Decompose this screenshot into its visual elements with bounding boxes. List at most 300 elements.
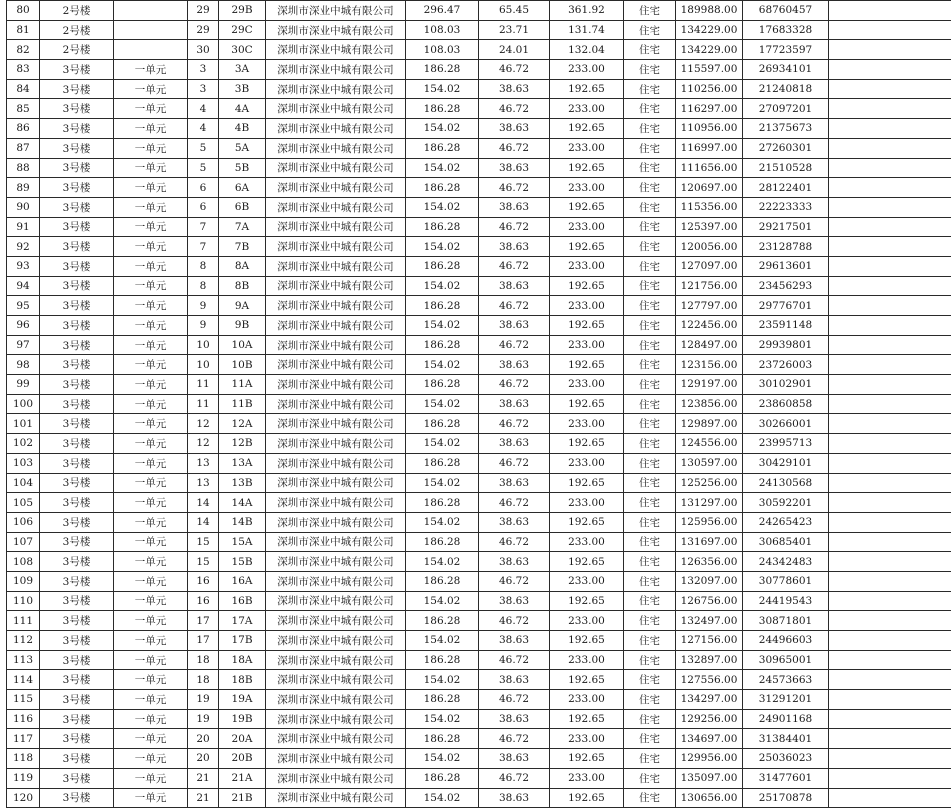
building-cell: 3号楼: [40, 79, 114, 99]
total-price-cell: 23726003: [743, 355, 829, 375]
notes-cell: [829, 473, 951, 493]
row-number-cell: 81: [7, 20, 40, 40]
unit-cell: 一单元: [114, 493, 188, 513]
total-area-cell: 233.00: [550, 375, 624, 395]
total-area-cell: 131.74: [550, 20, 624, 40]
floor-area-cell: 154.02: [406, 788, 479, 808]
usage-cell: 住宅: [624, 1, 676, 21]
usage-cell: 住宅: [624, 335, 676, 355]
total-area-cell: 233.00: [550, 99, 624, 119]
floor-cell: 16: [188, 591, 219, 611]
shared-area-cell: 38.63: [479, 355, 550, 375]
room-cell: 21B: [219, 788, 266, 808]
building-cell: 3号楼: [40, 276, 114, 296]
unit-price-cell: 134229.00: [676, 20, 743, 40]
developer-cell: 深圳市深业中城有限公司: [266, 670, 406, 690]
floor-area-cell: 108.03: [406, 40, 479, 60]
usage-cell: 住宅: [624, 256, 676, 276]
row-number-cell: 105: [7, 493, 40, 513]
shared-area-cell: 46.72: [479, 60, 550, 80]
notes-cell: [829, 611, 951, 631]
building-cell: 3号楼: [40, 788, 114, 808]
unit-price-cell: 129956.00: [676, 749, 743, 769]
total-price-cell: 29217501: [743, 217, 829, 237]
total-price-cell: 30871801: [743, 611, 829, 631]
table-row: [7, 158, 951, 178]
shared-area-cell: 38.63: [479, 552, 550, 572]
floor-cell: 5: [188, 138, 219, 158]
developer-cell: 深圳市深业中城有限公司: [266, 99, 406, 119]
developer-cell: 深圳市深业中城有限公司: [266, 729, 406, 749]
total-area-cell: 233.00: [550, 493, 624, 513]
room-cell: 17B: [219, 631, 266, 651]
total-area-cell: 233.00: [550, 60, 624, 80]
price-list-table: [6, 0, 951, 808]
total-price-cell: 22223333: [743, 197, 829, 217]
usage-cell: 住宅: [624, 729, 676, 749]
shared-area-cell: 38.63: [479, 79, 550, 99]
floor-area-cell: 186.28: [406, 729, 479, 749]
row-number-cell: 106: [7, 512, 40, 532]
table-row: [7, 375, 951, 395]
usage-cell: 住宅: [624, 158, 676, 178]
total-area-cell: 233.00: [550, 768, 624, 788]
notes-cell: [829, 631, 951, 651]
usage-cell: 住宅: [624, 197, 676, 217]
table-row: [7, 1, 951, 21]
unit-cell: 一单元: [114, 512, 188, 532]
floor-area-cell: 154.02: [406, 434, 479, 454]
room-cell: 18A: [219, 650, 266, 670]
floor-cell: 10: [188, 355, 219, 375]
floor-area-cell: 154.02: [406, 591, 479, 611]
row-number-cell: 88: [7, 158, 40, 178]
total-area-cell: 233.00: [550, 256, 624, 276]
unit-price-cell: 132097.00: [676, 571, 743, 591]
unit-price-cell: 132497.00: [676, 611, 743, 631]
shared-area-cell: 46.72: [479, 690, 550, 710]
row-number-cell: 83: [7, 60, 40, 80]
unit-cell: 一单元: [114, 414, 188, 434]
floor-cell: 29: [188, 1, 219, 21]
floor-cell: 7: [188, 217, 219, 237]
total-area-cell: 233.00: [550, 414, 624, 434]
developer-cell: 深圳市深业中城有限公司: [266, 453, 406, 473]
developer-cell: 深圳市深业中城有限公司: [266, 335, 406, 355]
floor-cell: 3: [188, 60, 219, 80]
floor-cell: 5: [188, 158, 219, 178]
room-cell: 17A: [219, 611, 266, 631]
usage-cell: 住宅: [624, 650, 676, 670]
building-cell: 3号楼: [40, 552, 114, 572]
developer-cell: 深圳市深业中城有限公司: [266, 197, 406, 217]
room-cell: 4B: [219, 119, 266, 139]
notes-cell: [829, 296, 951, 316]
developer-cell: 深圳市深业中城有限公司: [266, 60, 406, 80]
total-area-cell: 233.00: [550, 335, 624, 355]
notes-cell: [829, 453, 951, 473]
room-cell: 12B: [219, 434, 266, 454]
unit-cell: 一单元: [114, 552, 188, 572]
floor-cell: 9: [188, 316, 219, 336]
table-row: [7, 611, 951, 631]
building-cell: 3号楼: [40, 197, 114, 217]
notes-cell: [829, 20, 951, 40]
total-area-cell: 192.65: [550, 709, 624, 729]
floor-cell: 4: [188, 99, 219, 119]
floor-area-cell: 154.02: [406, 79, 479, 99]
total-area-cell: 233.00: [550, 296, 624, 316]
row-number-cell: 92: [7, 237, 40, 257]
unit-price-cell: 124556.00: [676, 434, 743, 454]
total-area-cell: 192.65: [550, 591, 624, 611]
unit-cell: 一单元: [114, 296, 188, 316]
table-row: [7, 40, 951, 60]
shared-area-cell: 46.72: [479, 296, 550, 316]
shared-area-cell: 46.72: [479, 611, 550, 631]
building-cell: 3号楼: [40, 335, 114, 355]
unit-price-cell: 125956.00: [676, 512, 743, 532]
floor-cell: 7: [188, 237, 219, 257]
developer-cell: 深圳市深业中城有限公司: [266, 276, 406, 296]
room-cell: 11A: [219, 375, 266, 395]
row-number-cell: 110: [7, 591, 40, 611]
floor-cell: 11: [188, 375, 219, 395]
usage-cell: 住宅: [624, 611, 676, 631]
shared-area-cell: 46.72: [479, 217, 550, 237]
floor-area-cell: 154.02: [406, 355, 479, 375]
unit-price-cell: 120697.00: [676, 178, 743, 198]
shared-area-cell: 38.63: [479, 316, 550, 336]
unit-price-cell: 120056.00: [676, 237, 743, 257]
room-cell: 8B: [219, 276, 266, 296]
developer-cell: 深圳市深业中城有限公司: [266, 473, 406, 493]
developer-cell: 深圳市深业中城有限公司: [266, 217, 406, 237]
building-cell: 3号楼: [40, 138, 114, 158]
table-row: [7, 631, 951, 651]
row-number-cell: 108: [7, 552, 40, 572]
usage-cell: 住宅: [624, 552, 676, 572]
total-area-cell: 192.65: [550, 473, 624, 493]
notes-cell: [829, 768, 951, 788]
developer-cell: 深圳市深业中城有限公司: [266, 355, 406, 375]
floor-cell: 21: [188, 788, 219, 808]
unit-price-cell: 130597.00: [676, 453, 743, 473]
floor-area-cell: 108.03: [406, 20, 479, 40]
building-cell: 3号楼: [40, 709, 114, 729]
unit-price-cell: 189988.00: [676, 1, 743, 21]
unit-price-cell: 125256.00: [676, 473, 743, 493]
floor-area-cell: 154.02: [406, 552, 479, 572]
unit-cell: 一单元: [114, 591, 188, 611]
usage-cell: 住宅: [624, 355, 676, 375]
total-price-cell: 28122401: [743, 178, 829, 198]
total-price-cell: 31477601: [743, 768, 829, 788]
total-area-cell: 233.00: [550, 729, 624, 749]
developer-cell: 深圳市深业中城有限公司: [266, 119, 406, 139]
floor-cell: 13: [188, 473, 219, 493]
unit-cell: 一单元: [114, 335, 188, 355]
total-price-cell: 31291201: [743, 690, 829, 710]
table-row: [7, 552, 951, 572]
developer-cell: 深圳市深业中城有限公司: [266, 650, 406, 670]
unit-price-cell: 126756.00: [676, 591, 743, 611]
shared-area-cell: 46.72: [479, 138, 550, 158]
unit-price-cell: 116997.00: [676, 138, 743, 158]
unit-cell: [114, 40, 188, 60]
row-number-cell: 101: [7, 414, 40, 434]
usage-cell: 住宅: [624, 631, 676, 651]
shared-area-cell: 38.63: [479, 631, 550, 651]
row-number-cell: 116: [7, 709, 40, 729]
total-area-cell: 192.65: [550, 79, 624, 99]
usage-cell: 住宅: [624, 591, 676, 611]
notes-cell: [829, 434, 951, 454]
total-price-cell: 24342483: [743, 552, 829, 572]
total-price-cell: 17683328: [743, 20, 829, 40]
shared-area-cell: 38.63: [479, 434, 550, 454]
notes-cell: [829, 237, 951, 257]
developer-cell: 深圳市深业中城有限公司: [266, 158, 406, 178]
total-price-cell: 30429101: [743, 453, 829, 473]
unit-cell: 一单元: [114, 631, 188, 651]
usage-cell: 住宅: [624, 768, 676, 788]
floor-cell: 20: [188, 749, 219, 769]
table-row: [7, 20, 951, 40]
row-number-cell: 85: [7, 99, 40, 119]
floor-cell: 12: [188, 414, 219, 434]
shared-area-cell: 46.72: [479, 178, 550, 198]
row-number-cell: 90: [7, 197, 40, 217]
shared-area-cell: 38.63: [479, 749, 550, 769]
table-row: [7, 335, 951, 355]
shared-area-cell: 46.72: [479, 256, 550, 276]
unit-cell: 一单元: [114, 788, 188, 808]
unit-price-cell: 127797.00: [676, 296, 743, 316]
unit-cell: 一单元: [114, 453, 188, 473]
room-cell: 12A: [219, 414, 266, 434]
developer-cell: 深圳市深业中城有限公司: [266, 571, 406, 591]
developer-cell: 深圳市深业中城有限公司: [266, 79, 406, 99]
room-cell: 7B: [219, 237, 266, 257]
total-price-cell: 29939801: [743, 335, 829, 355]
room-cell: 10B: [219, 355, 266, 375]
unit-cell: [114, 1, 188, 21]
room-cell: 16A: [219, 571, 266, 591]
unit-cell: 一单元: [114, 99, 188, 119]
building-cell: 3号楼: [40, 119, 114, 139]
developer-cell: 深圳市深业中城有限公司: [266, 296, 406, 316]
notes-cell: [829, 532, 951, 552]
room-cell: 5A: [219, 138, 266, 158]
total-price-cell: 21510528: [743, 158, 829, 178]
unit-price-cell: 110956.00: [676, 119, 743, 139]
floor-cell: 18: [188, 650, 219, 670]
unit-cell: 一单元: [114, 79, 188, 99]
row-number-cell: 98: [7, 355, 40, 375]
table-row: [7, 670, 951, 690]
total-price-cell: 17723597: [743, 40, 829, 60]
unit-cell: 一单元: [114, 729, 188, 749]
unit-cell: 一单元: [114, 316, 188, 336]
notes-cell: [829, 414, 951, 434]
unit-price-cell: 135097.00: [676, 768, 743, 788]
row-number-cell: 86: [7, 119, 40, 139]
notes-cell: [829, 316, 951, 336]
unit-cell: 一单元: [114, 670, 188, 690]
row-number-cell: 107: [7, 532, 40, 552]
notes-cell: [829, 119, 951, 139]
unit-price-cell: 131297.00: [676, 493, 743, 513]
notes-cell: [829, 355, 951, 375]
usage-cell: 住宅: [624, 60, 676, 80]
floor-area-cell: 186.28: [406, 690, 479, 710]
developer-cell: 深圳市深业中城有限公司: [266, 394, 406, 414]
floor-area-cell: 154.02: [406, 394, 479, 414]
room-cell: 15B: [219, 552, 266, 572]
row-number-cell: 104: [7, 473, 40, 493]
floor-area-cell: 154.02: [406, 512, 479, 532]
notes-cell: [829, 650, 951, 670]
building-cell: 3号楼: [40, 670, 114, 690]
floor-area-cell: 186.28: [406, 99, 479, 119]
table-row: [7, 729, 951, 749]
table-row: [7, 138, 951, 158]
table-row: [7, 749, 951, 769]
unit-cell: 一单元: [114, 197, 188, 217]
unit-cell: 一单元: [114, 256, 188, 276]
table-row: [7, 591, 951, 611]
unit-price-cell: 115356.00: [676, 197, 743, 217]
building-cell: 3号楼: [40, 414, 114, 434]
total-area-cell: 233.00: [550, 611, 624, 631]
row-number-cell: 102: [7, 434, 40, 454]
room-cell: 9B: [219, 316, 266, 336]
table-row: [7, 453, 951, 473]
shared-area-cell: 46.72: [479, 99, 550, 119]
usage-cell: 住宅: [624, 453, 676, 473]
total-area-cell: 233.00: [550, 650, 624, 670]
usage-cell: 住宅: [624, 237, 676, 257]
unit-price-cell: 129897.00: [676, 414, 743, 434]
developer-cell: 深圳市深业中城有限公司: [266, 1, 406, 21]
usage-cell: 住宅: [624, 79, 676, 99]
unit-cell: 一单元: [114, 650, 188, 670]
total-price-cell: 30778601: [743, 571, 829, 591]
table-row: [7, 768, 951, 788]
notes-cell: [829, 197, 951, 217]
developer-cell: 深圳市深业中城有限公司: [266, 552, 406, 572]
notes-cell: [829, 670, 951, 690]
floor-area-cell: 186.28: [406, 650, 479, 670]
total-area-cell: 192.65: [550, 119, 624, 139]
row-number-cell: 80: [7, 1, 40, 21]
total-area-cell: 192.65: [550, 552, 624, 572]
total-price-cell: 23456293: [743, 276, 829, 296]
shared-area-cell: 38.63: [479, 473, 550, 493]
shared-area-cell: 38.63: [479, 709, 550, 729]
row-number-cell: 117: [7, 729, 40, 749]
floor-area-cell: 154.02: [406, 158, 479, 178]
building-cell: 2号楼: [40, 40, 114, 60]
total-area-cell: 192.65: [550, 394, 624, 414]
shared-area-cell: 24.01: [479, 40, 550, 60]
floor-area-cell: 186.28: [406, 571, 479, 591]
unit-price-cell: 123856.00: [676, 394, 743, 414]
floor-cell: 14: [188, 493, 219, 513]
usage-cell: 住宅: [624, 512, 676, 532]
total-price-cell: 31384401: [743, 729, 829, 749]
floor-cell: 10: [188, 335, 219, 355]
notes-cell: [829, 512, 951, 532]
row-number-cell: 82: [7, 40, 40, 60]
building-cell: 3号楼: [40, 158, 114, 178]
notes-cell: [829, 217, 951, 237]
table-row: [7, 119, 951, 139]
shared-area-cell: 46.72: [479, 650, 550, 670]
floor-area-cell: 186.28: [406, 256, 479, 276]
room-cell: 18B: [219, 670, 266, 690]
shared-area-cell: 23.71: [479, 20, 550, 40]
row-number-cell: 113: [7, 650, 40, 670]
total-area-cell: 192.65: [550, 434, 624, 454]
notes-cell: [829, 749, 951, 769]
room-cell: 7A: [219, 217, 266, 237]
building-cell: 3号楼: [40, 394, 114, 414]
unit-cell: 一单元: [114, 355, 188, 375]
developer-cell: 深圳市深业中城有限公司: [266, 20, 406, 40]
unit-cell: 一单元: [114, 276, 188, 296]
unit-cell: 一单元: [114, 571, 188, 591]
total-area-cell: 192.65: [550, 355, 624, 375]
floor-area-cell: 154.02: [406, 197, 479, 217]
building-cell: 3号楼: [40, 60, 114, 80]
floor-area-cell: 154.02: [406, 316, 479, 336]
row-number-cell: 99: [7, 375, 40, 395]
shared-area-cell: 38.63: [479, 119, 550, 139]
floor-cell: 6: [188, 197, 219, 217]
row-number-cell: 115: [7, 690, 40, 710]
unit-cell: 一单元: [114, 178, 188, 198]
shared-area-cell: 46.72: [479, 453, 550, 473]
floor-area-cell: 186.28: [406, 138, 479, 158]
shared-area-cell: 38.63: [479, 158, 550, 178]
building-cell: 3号楼: [40, 355, 114, 375]
floor-area-cell: 154.02: [406, 670, 479, 690]
row-number-cell: 103: [7, 453, 40, 473]
floor-area-cell: 154.02: [406, 119, 479, 139]
total-area-cell: 233.00: [550, 690, 624, 710]
total-area-cell: 132.04: [550, 40, 624, 60]
floor-cell: 12: [188, 434, 219, 454]
total-price-cell: 30965001: [743, 650, 829, 670]
table-row: [7, 60, 951, 80]
total-price-cell: 24496603: [743, 631, 829, 651]
building-cell: 3号楼: [40, 631, 114, 651]
building-cell: 2号楼: [40, 1, 114, 21]
developer-cell: 深圳市深业中城有限公司: [266, 788, 406, 808]
developer-cell: 深圳市深业中城有限公司: [266, 178, 406, 198]
developer-cell: 深圳市深业中城有限公司: [266, 375, 406, 395]
floor-area-cell: 154.02: [406, 237, 479, 257]
row-number-cell: 120: [7, 788, 40, 808]
floor-area-cell: 154.02: [406, 276, 479, 296]
floor-area-cell: 186.28: [406, 611, 479, 631]
row-number-cell: 111: [7, 611, 40, 631]
total-price-cell: 24419543: [743, 591, 829, 611]
unit-cell: 一单元: [114, 217, 188, 237]
floor-area-cell: 186.28: [406, 768, 479, 788]
